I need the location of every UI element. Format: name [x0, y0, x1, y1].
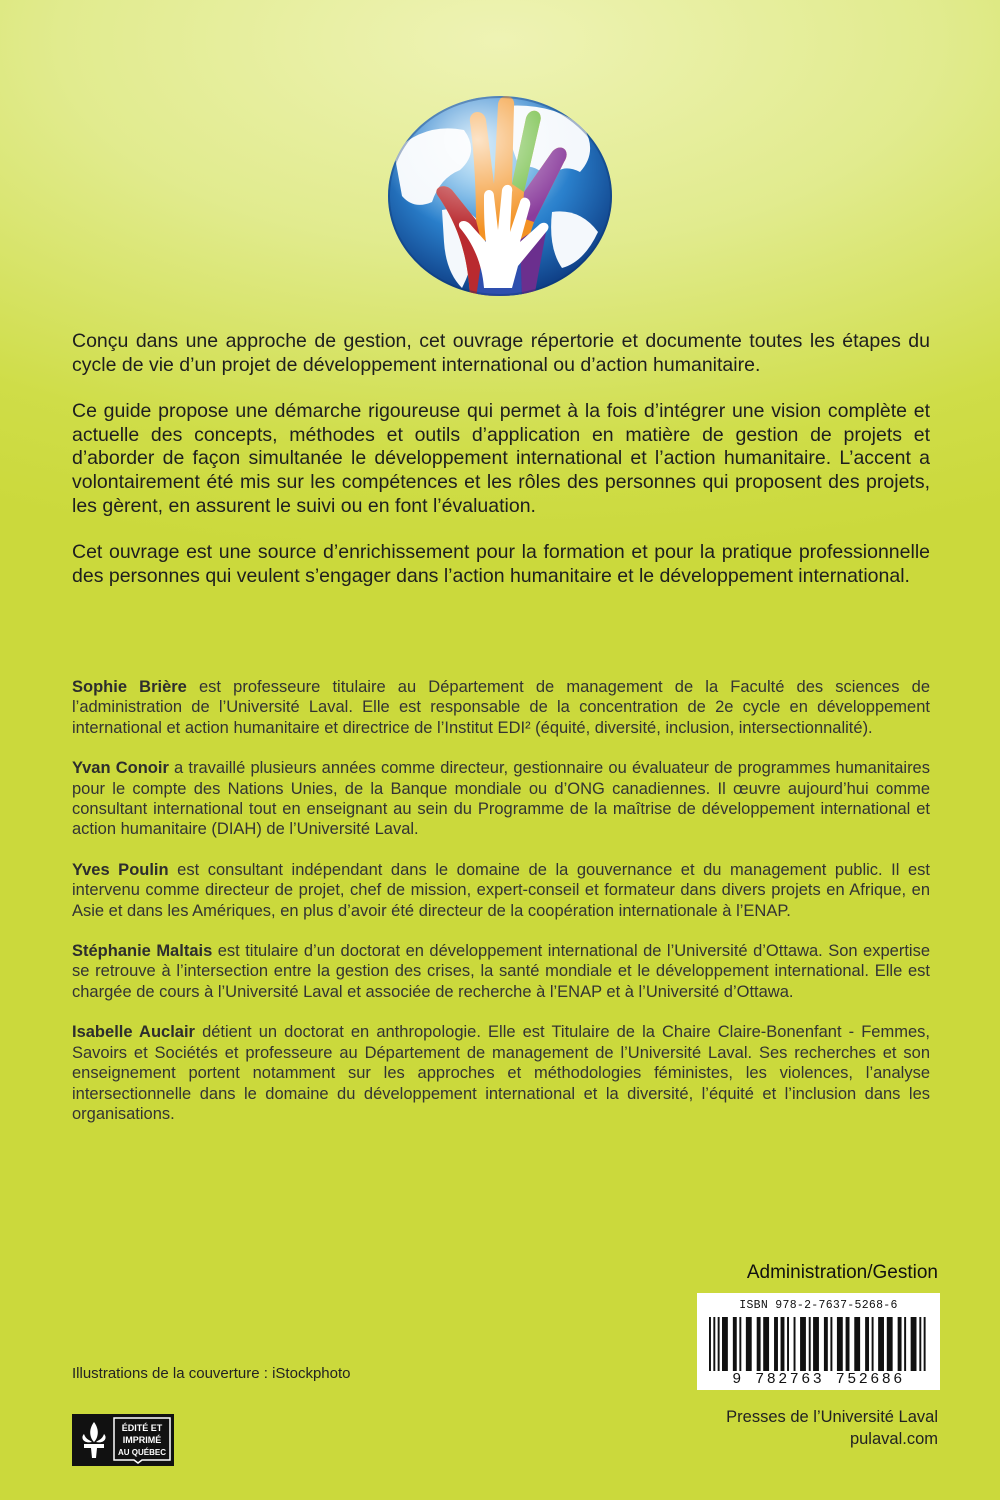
- barcode-bar: [904, 1317, 906, 1371]
- author-name: Stéphanie Maltais: [72, 942, 213, 961]
- barcode-bar: [924, 1317, 926, 1371]
- quebec-logo-line: AU QUÉBEC: [117, 1448, 167, 1457]
- book-category: Administration/Gestion: [746, 1262, 938, 1283]
- author-bio: [72, 758, 930, 840]
- quebec-logo-line: ÉDITÉ ET: [121, 1423, 163, 1433]
- author-name: Sophie Brière: [72, 678, 187, 696]
- barcode-bar: [846, 1317, 850, 1371]
- barcode-bar: [709, 1317, 711, 1371]
- intro-paragraph: Cet ouvrage est une source d’enrichissement pour la formation et pour la pratique professionnelle des personnes qui veulent s’engager dans l’action humanitaire et le développement international.: [72, 541, 930, 587]
- publisher-name: Presses de l’Université Laval: [726, 1408, 938, 1426]
- author-bio-text: est titulaire d’un doctorat en développement international de l’Université d’Ottawa. Son expertise se retrouve à l’intersection entre la gestion des crises, la santé mondiale et le développement international. Elle est chargée de cours à l’Université Laval et associée de recherche à l’ENAP et à l’Université d’Ottawa.: [72, 942, 931, 1001]
- barcode-bar: [872, 1317, 874, 1371]
- intro-paragraph: Ce guide propose une démarche rigoureuse qui permet à la fois d’intégrer une vision complète et actuelle des concepts, méthodes et outils d’application en matière de gestion de projets et d’aborder de façon simultanée le développement international et l’action humanitaire. L’accent a volontairement été mis sur les compétences et les rôles des personnes qui proposent des projets, les gèrent, en assurent le suivi ou en font l’évaluation.: [72, 400, 930, 517]
- publisher-block: [726, 1406, 938, 1450]
- barcode-bars: [709, 1317, 928, 1371]
- intro-text: [72, 330, 930, 611]
- barcode-bar: [813, 1317, 819, 1371]
- author-bio-text: est consultant indépendant dans le domaine de la gouvernance et du management public. Il est intervenu comme directeur de projet, chef de mission, expert-conseil et formateur dans divers projets en Afrique, en Asie et dans les Amériques, en plus d’avoir été directeur de la coopération internationale à l’ENAP.: [72, 860, 930, 920]
- intro-paragraph: Conçu dans une approche de gestion, cet ouvrage répertorie et documente toutes les étapes du cycle de vie d’un projet de développement international ou d’action humanitaire.: [72, 330, 930, 376]
- author-bio-text: détient un doctorat en anthropologie. Elle est Titulaire de la Chaire Claire-Bonenfant - Femmes, Savoirs et Sociétés et professeure au Département de management de l’Université Laval. Ses recherches et son enseignement portent notamment sur les approches et méthodologies féministes, les violences, l’analyse intersectionnelle dans le domaine du développement international et la diversité, l’équité et l’inclusion dans les organisations.: [72, 1023, 930, 1123]
- barcode-bar: [781, 1317, 785, 1371]
- barcode-bar: [718, 1317, 720, 1371]
- barcode-bar: [830, 1317, 832, 1371]
- author-name: Yves Poulin: [72, 860, 169, 879]
- quebec-logo-line: IMPRIMÉ: [122, 1435, 162, 1445]
- author-bio: [72, 677, 930, 738]
- edite-au-quebec-logo: [72, 1414, 174, 1466]
- barcode-bar: [787, 1317, 789, 1371]
- barcode-bar: [887, 1317, 893, 1371]
- barcode-number: 9 782763 752686: [732, 1371, 905, 1388]
- author-name: Isabelle Auclair: [72, 1023, 195, 1042]
- author-bio: [72, 1022, 930, 1124]
- barcode-bar: [878, 1317, 884, 1371]
- barcode-bar: [763, 1317, 769, 1371]
- barcode-bar: [865, 1317, 869, 1371]
- author-bio-text: a travaillé plusieurs années comme directeur, gestionnaire ou évaluateur de programmes humanitaires pour le compte des Nations Unies, de la Banque mondiale ou d’ONG canadiennes. Il œuvre aujourd’hui comme consultant international tout en enseignant au sein du Programme de la maîtrise de développement international et action humanitaire (DIAH) de l’Université Laval.: [72, 759, 930, 839]
- barcode-bar: [898, 1317, 902, 1371]
- barcode-bar: [722, 1317, 728, 1371]
- author-bio-text: est professeure titulaire au Département de management de la Faculté des sciences de l’administration de l’Université Laval. Elle est responsable de la concentration de 2e cycle en développement international et action humanitaire et directrice de l’Institut EDI² (équité, diversité, inclusion, intersectionnalité).: [72, 678, 930, 737]
- author-bio: [72, 941, 930, 1002]
- barcode-bar: [919, 1317, 921, 1371]
- barcode-bar: [746, 1317, 752, 1371]
- barcode-bar: [774, 1317, 778, 1371]
- cover-credit: Illustrations de la couverture : iStockphoto: [72, 1365, 351, 1382]
- author-bios: [72, 677, 930, 1144]
- globe-hands-illustration: [384, 92, 616, 300]
- author-bio: [72, 860, 930, 921]
- isbn-label: ISBN 978-2-7637-5268-6: [739, 1299, 898, 1312]
- barcode-bar: [911, 1317, 917, 1371]
- barcode-bar: [739, 1317, 741, 1371]
- barcode-bar: [713, 1317, 715, 1371]
- barcode-bar: [837, 1317, 843, 1371]
- barcode-bar: [824, 1317, 828, 1371]
- barcode-bar: [733, 1317, 737, 1371]
- barcode-bar: [800, 1317, 806, 1371]
- barcode-bar: [794, 1317, 796, 1371]
- barcode-bar: [809, 1317, 811, 1371]
- isbn-barcode: [697, 1293, 940, 1390]
- barcode-bar: [757, 1317, 761, 1371]
- barcode-bar: [854, 1317, 860, 1371]
- publisher-url[interactable]: pulaval.com: [849, 1430, 938, 1448]
- author-name: Yvan Conoir: [72, 759, 169, 778]
